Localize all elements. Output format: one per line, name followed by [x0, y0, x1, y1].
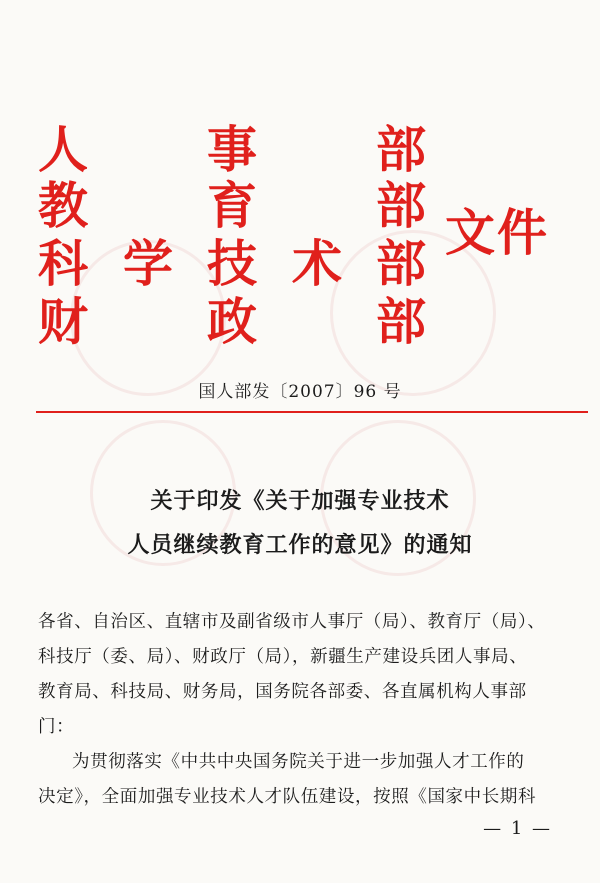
- document-number: 国人部发〔2007〕96 号: [198, 382, 402, 402]
- org-char: 事: [207, 121, 257, 179]
- org-char: 部: [376, 293, 426, 351]
- addressee-line: 教育局、科技局、财务局，国务院各部委、各直属机构人事部: [38, 682, 527, 702]
- org-char: 部: [376, 121, 426, 179]
- document-title-line-1: 关于印发《关于加强专业技术: [150, 489, 450, 514]
- org-char: 政: [207, 293, 257, 351]
- org-char: 学: [123, 235, 173, 293]
- document-type: 文件: [445, 204, 549, 262]
- issuing-departments: [0, 0, 600, 360]
- addressee-line: 各省、自治区、直辖市及副省级市人事厅（局）、教育厅（局）、: [38, 612, 546, 632]
- org-char: 科: [38, 235, 88, 293]
- red-divider: [36, 411, 588, 413]
- page-number: — 1 —: [483, 818, 552, 839]
- org-char: 术: [292, 235, 342, 293]
- org-char: 教: [38, 177, 88, 235]
- org-char: 育: [207, 177, 257, 235]
- addressee-line: 门：: [38, 717, 75, 737]
- addressee-line: 科技厅（委、局）、财政厅（局），新疆生产建设兵团人事局、: [38, 647, 528, 667]
- org-char: 人: [38, 121, 88, 179]
- document-title-line-2: 人员继续教育工作的意见》的通知: [127, 533, 473, 558]
- org-char: 部: [376, 177, 426, 235]
- org-char: 财: [38, 293, 88, 351]
- paragraph-line: 为贯彻落实《中共中央国务院关于进一步加强人才工作的: [72, 752, 525, 772]
- org-char: 部: [376, 235, 426, 293]
- org-char: 技: [207, 235, 257, 293]
- paragraph-line: 决定》，全面加强专业技术人才队伍建设，按照《国家中长期科: [38, 787, 537, 807]
